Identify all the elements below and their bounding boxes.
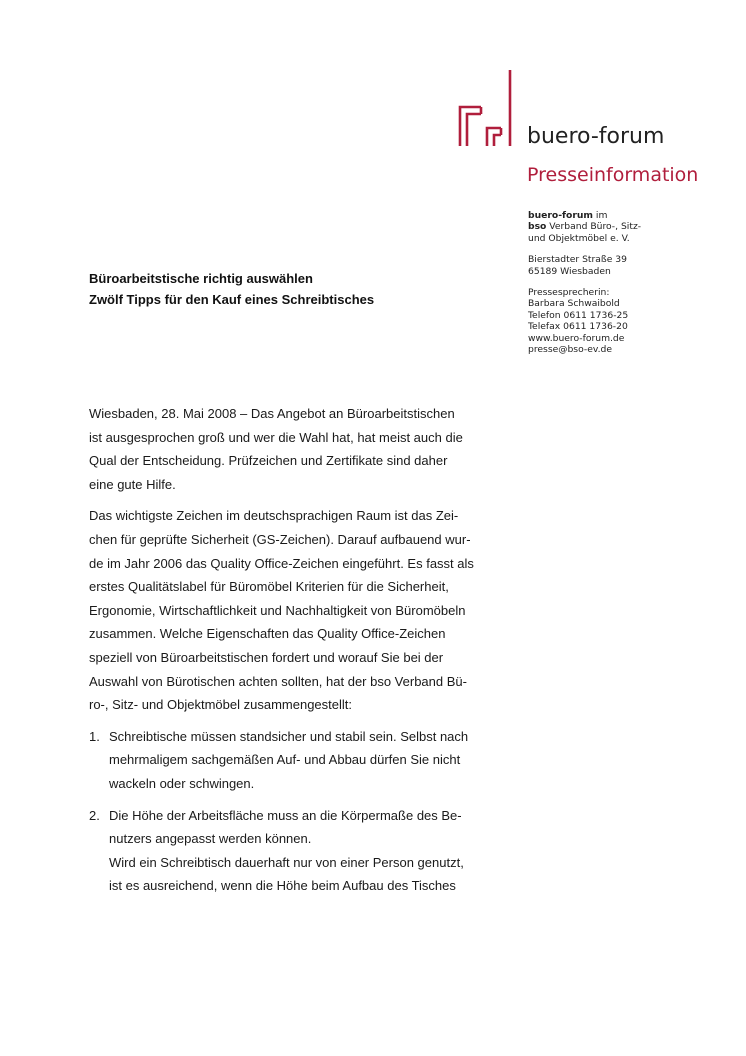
text-line: mehrmaligem sachgemäßen Auf- und Abbau dürfen Sie nicht: [109, 752, 461, 768]
article-body: [89, 402, 501, 906]
text-line: ro-, Sitz- und Objektmöbel zusammengestellt:: [89, 697, 352, 713]
text-line: chen für geprüfte Sicherheit (GS-Zeichen). Darauf aufbauend wur-: [89, 531, 471, 547]
text-line: Auswahl von Bürotischen achten sollten, hat der bso Verband Bü-: [89, 673, 467, 689]
text-line: Wird ein Schreibtisch dauerhaft nur von einer Person genutzt,: [109, 854, 464, 870]
presseinformation-label: Presseinformation: [527, 164, 699, 186]
text-line: Das wichtigste Zeichen im deutschsprachigen Raum ist das Zei-: [89, 508, 459, 524]
org-line: [528, 210, 688, 221]
text-line: Die Höhe der Arbeitsfläche muss an die Körpermaße des Be-: [109, 807, 462, 823]
assoc-line: [528, 221, 688, 232]
text-line: erstes Qualitätslabel für Büromöbel Kriterien für die Sicherheit,: [89, 579, 449, 595]
text-line: ist es ausreichend, wenn die Höhe beim Aufbau des Tisches: [109, 878, 456, 894]
org-bold: buero-forum: [528, 210, 593, 221]
list-item: [89, 725, 501, 796]
buero-forum-logo-icon: [457, 70, 515, 148]
spokesperson-name: Barbara Schwaibold: [528, 298, 620, 310]
text-line: Qual der Entscheidung. Prüfzeichen und Zertifikate sind daher: [89, 453, 448, 469]
contact-sidebar: [528, 210, 688, 355]
spokesperson-label: Pressesprecherin:: [528, 287, 610, 299]
brand-name: buero-forum: [527, 124, 665, 149]
website-link[interactable]: www.buero-forum.de: [528, 332, 625, 344]
list-number: 2.: [89, 807, 100, 823]
fax: Telefax 0611 1736-20: [528, 321, 628, 333]
text-line: ist ausgesprochen groß und wer die Wahl hat, hat meist auch die: [89, 429, 463, 445]
org-rest: im: [592, 210, 608, 221]
assoc-bold: bso: [528, 221, 547, 233]
list-number: 1.: [89, 728, 100, 744]
text-line: speziell von Büroarbeitstischen fordert und worauf Sie bei der: [89, 649, 444, 665]
paragraph-quality-office: [89, 504, 501, 716]
text-line: zusammen. Welche Eigenschaften das Quality Office-Zeichen: [89, 626, 446, 642]
text-line: Schreibtische müssen standsicher und stabil sein. Selbst nach: [109, 728, 469, 744]
text-line: eine gute Hilfe.: [89, 476, 176, 492]
street: Bierstadter Straße 39: [528, 254, 627, 266]
text-line: Wiesbaden, 28. Mai 2008 – Das Angebot an Büroarbeitstischen: [89, 406, 455, 421]
text-line: wackeln oder schwingen.: [109, 775, 255, 791]
headline-block: [89, 268, 374, 310]
list-item: [89, 804, 501, 898]
phone: Telefon 0611 1736-25: [528, 309, 629, 321]
text-line: Ergonomie, Wirtschaftlichkeit und Nachhaltigkeit von Büromöbeln: [89, 602, 466, 618]
email-link[interactable]: presse@bso-ev.de: [528, 344, 612, 356]
assoc-line-2: und Objektmöbel e. V.: [528, 232, 630, 244]
city: 65189 Wiesbaden: [528, 265, 611, 277]
text-line: nutzers angepasst werden können.: [109, 831, 312, 847]
assoc-rest: Verband Büro-, Sitz-: [546, 221, 642, 233]
paragraph-intro: [89, 402, 501, 496]
headline-subtitle: Zwölf Tipps für den Kauf eines Schreibtisches: [89, 292, 375, 307]
headline-title: Büroarbeitstische richtig auswählen: [89, 271, 313, 286]
text-line: de im Jahr 2006 das Quality Office-Zeichen eingeführt. Es fasst als: [89, 555, 474, 571]
